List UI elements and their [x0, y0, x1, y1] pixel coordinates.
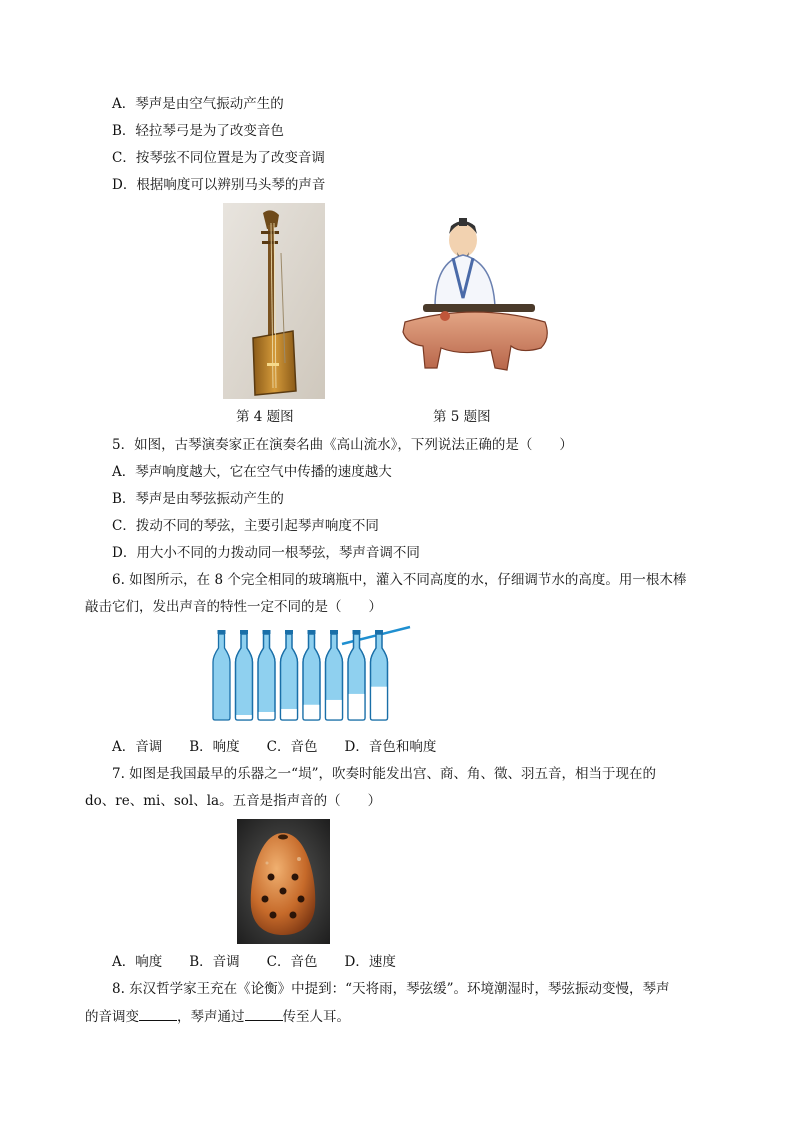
- q8-text-a: 的音调变: [85, 1009, 139, 1025]
- q8-stem-line1: 8. 东汉哲学家王充在《论衡》中提到：“天将雨，琴弦缓”。环境潮湿时，琴弦振动变慢，琴声: [112, 981, 670, 997]
- matouqin-image: [223, 203, 325, 399]
- guqin-player-image: [395, 212, 553, 377]
- q6-options: A．音调 B．响度 C．音色 D．音色和响度: [112, 739, 437, 755]
- glass-bottle: [213, 630, 230, 720]
- q8-text-c: 传至人耳。: [282, 1009, 350, 1025]
- q7-stem-line1: 7. 如图是我国最早的乐器之一“埙”，吹奏时能发出宫、商、角、徵、羽五音，相当于现在的: [112, 766, 656, 782]
- glass-bottles-image: [205, 622, 415, 724]
- q5-stem: 5．如图，古琴演奏家正在演奏名曲《高山流水》，下列说法正确的是（ ）: [112, 437, 573, 453]
- figure-5-caption: 第 5 题图: [433, 409, 491, 425]
- q8-text-b: ，琴声通过: [177, 1009, 245, 1025]
- glass-bottle: [325, 630, 344, 720]
- q8-blank-1[interactable]: [139, 1007, 177, 1021]
- q4-option-a: A．琴声是由空气振动产生的: [112, 96, 284, 112]
- glass-bottle: [302, 630, 321, 720]
- q7-options: A．响度 B．音调 C．音色 D．速度: [112, 954, 396, 970]
- q6-stem-line2: 敲击它们，发出声音的特性一定不同的是（ ）: [85, 599, 382, 615]
- q5-option-b: B．琴声是由琴弦振动产生的: [112, 491, 284, 507]
- q4-option-d: D．根据响度可以辨别马头琴的声音: [112, 177, 326, 193]
- glass-bottle: [370, 630, 389, 720]
- q5-option-d: D．用大小不同的力拨动同一根琴弦，琴声音调不同: [112, 545, 420, 561]
- glass-bottle: [257, 630, 276, 720]
- q5-option-c: C．拨动不同的琴弦，主要引起琴声响度不同: [112, 518, 379, 534]
- q5-option-a: A．琴声响度越大，它在空气中传播的速度越大: [112, 464, 392, 480]
- figure-4-caption: 第 4 题图: [236, 409, 294, 425]
- q8-blank-2[interactable]: [245, 1007, 283, 1021]
- q7-stem-line2: do、re、mi、sol、la。五音是指声音的（ ）: [85, 793, 382, 809]
- q8-stem-line2: [85, 1007, 350, 1026]
- glass-bottle: [280, 630, 299, 720]
- q6-stem-line1: 6. 如图所示，在 8 个完全相同的玻璃瓶中，灌入不同高度的水，仔细调节水的高度。用一根木棒: [112, 572, 687, 588]
- glass-bottle: [347, 630, 366, 720]
- q4-option-b: B．轻拉琴弓是为了改变音色: [112, 123, 284, 139]
- q4-option-c: C．按琴弦不同位置是为了改变音调: [112, 150, 325, 166]
- xun-instrument-image: [237, 819, 330, 944]
- glass-bottle: [235, 630, 254, 720]
